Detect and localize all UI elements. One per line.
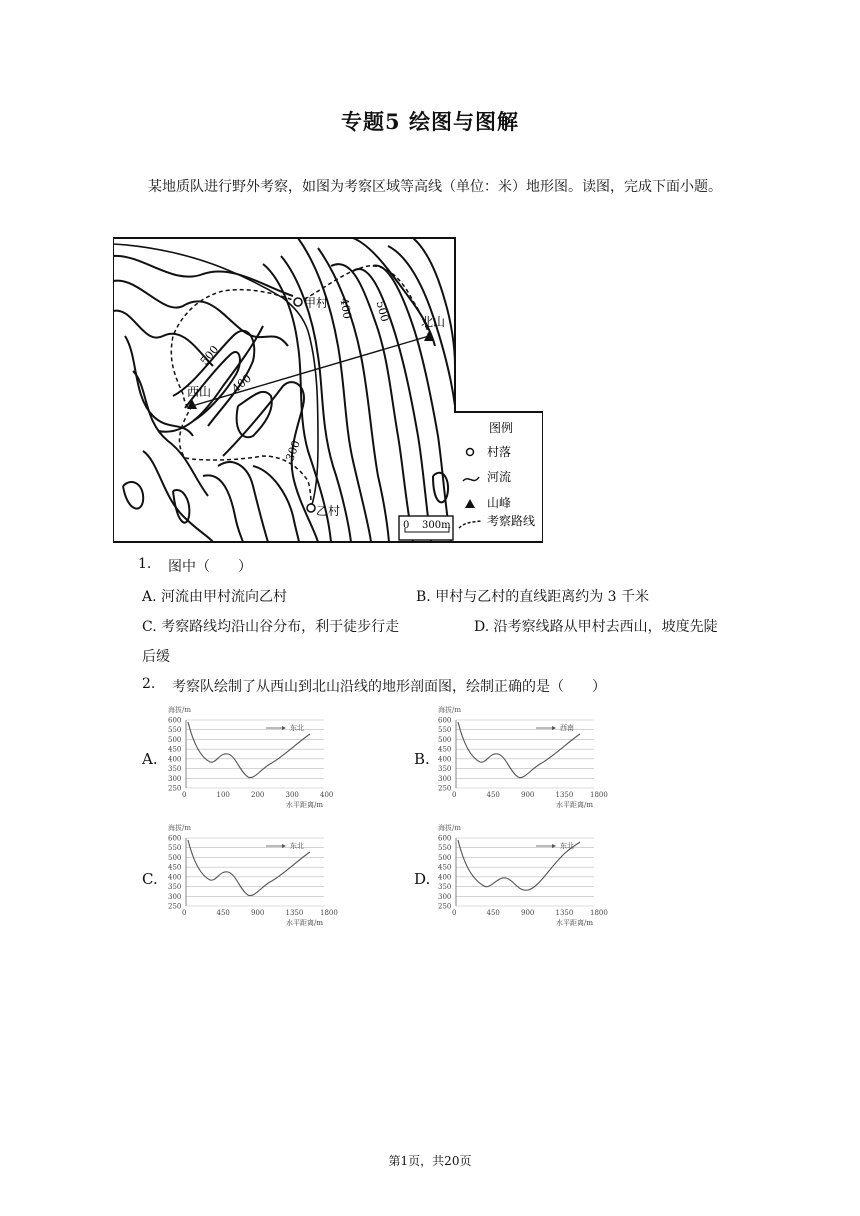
profile-ytick: 300: [438, 774, 452, 783]
profile-ytick: 350: [438, 883, 452, 892]
profile-ytick: 450: [168, 745, 182, 754]
profile-ytick: 250: [438, 784, 452, 793]
q2-option-a[interactable]: A.: [142, 750, 158, 768]
contour-label-400-north: 400: [337, 297, 354, 320]
q2-number: 2.: [142, 676, 156, 692]
profile-ytick: 400: [168, 873, 182, 882]
profile-ytick: 350: [168, 765, 182, 774]
profile-xtick: 1800: [590, 909, 608, 917]
profile-ytick: 450: [168, 863, 182, 872]
profile-ytick: 500: [168, 853, 182, 862]
profile-xtick: 200: [251, 791, 265, 799]
profile-chart-b[interactable]: [436, 704, 616, 812]
direction-arrowhead-icon: [552, 844, 556, 848]
label-xishan: 西山: [187, 385, 212, 399]
page-footer: 第1页，共20页: [388, 1154, 472, 1168]
profile-xlabel: 水平距离/m: [286, 801, 323, 809]
scale-bar: [399, 516, 453, 540]
profile-ytick: 550: [438, 726, 452, 735]
q1-option-d[interactable]: D. 沿考察线路从甲村去西山，坡度先陡: [474, 619, 718, 635]
profile-ytick: 300: [438, 892, 452, 901]
profile-direction: 东北: [560, 842, 574, 850]
legend-village-label: 村落: [487, 445, 512, 459]
legend-peak-label: 山峰: [487, 496, 512, 510]
profile-xtick: 0: [182, 909, 187, 917]
profile-ytick: 350: [438, 765, 452, 774]
profile-xtick: 0: [452, 791, 457, 799]
profile-direction: 东北: [290, 724, 304, 732]
label-beishan: 北山: [421, 315, 446, 329]
profile-ylabel: 海拔/m: [168, 824, 191, 832]
direction-arrowhead-icon: [552, 726, 556, 730]
profile-ytick: 600: [168, 834, 182, 843]
profile-xtick: 0: [182, 791, 187, 799]
q2-option-b[interactable]: B.: [414, 750, 430, 768]
profile-xtick: 1800: [590, 791, 608, 799]
profile-ytick: 550: [168, 726, 182, 735]
contour-label-500-west: 500: [197, 343, 222, 368]
q2-option-d[interactable]: D.: [414, 870, 431, 888]
profile-ylabel: 海拔/m: [438, 706, 461, 714]
profile-xlabel: 水平距离/m: [556, 919, 593, 927]
profile-ytick: 250: [168, 784, 182, 793]
contour-label-500-north: 500: [373, 299, 392, 324]
label-yicun: 乙村: [316, 504, 341, 518]
profile-ytick: 400: [168, 755, 182, 764]
direction-arrowhead-icon: [282, 844, 286, 848]
profile-ytick: 400: [438, 873, 452, 882]
profile-ytick: 500: [168, 735, 182, 744]
profile-ytick: 250: [168, 902, 182, 911]
q2-stem: 考察队绘制了从西山到北山沿线的地形剖面图，绘制正确的是（ ）: [172, 679, 606, 695]
profile-xtick: 1350: [285, 909, 304, 917]
profile-xtick: 1350: [555, 909, 574, 917]
profile-xtick: 300: [285, 791, 299, 799]
contour-label-400-west: 400: [229, 371, 254, 396]
q1-option-a[interactable]: A. 河流由甲村流向乙村: [142, 589, 288, 605]
profile-ylabel: 海拔/m: [168, 706, 191, 714]
profile-xtick: 0: [452, 909, 457, 917]
profile-ytick: 400: [438, 755, 452, 764]
profile-chart-d[interactable]: [436, 822, 616, 930]
profile-xtick: 900: [521, 791, 535, 799]
legend-title: 图例: [489, 421, 514, 435]
profile-ytick: 250: [438, 902, 452, 911]
legend-route-label: 考察路线: [487, 514, 536, 528]
profile-ytick: 600: [438, 716, 452, 725]
legend-peak-icon: [465, 499, 475, 508]
village-yicun-icon: [307, 504, 315, 512]
q1-stem: 图中（ ）: [168, 559, 252, 575]
legend-river-label: 河流: [487, 470, 512, 484]
profile-xlabel: 水平距离/m: [286, 919, 323, 927]
contour-label-300: 300: [283, 438, 303, 463]
profile-ytick: 500: [438, 853, 452, 862]
legend-river-icon: [463, 477, 479, 481]
label-jiacun: 甲村: [304, 296, 329, 310]
profile-ytick: 450: [438, 745, 452, 754]
q2-option-c[interactable]: C.: [142, 870, 158, 888]
profile-direction: 西南: [560, 724, 574, 732]
q1-number: 1.: [138, 556, 152, 572]
profile-xtick: 900: [521, 909, 535, 917]
intro-text: 某地质队进行野外考察，如图为考察区域等高线（单位：米）地形图。读图，完成下面小题。: [148, 179, 722, 195]
page-title: 专题5 绘图与图解: [341, 109, 519, 134]
legend-village-icon: [467, 449, 474, 456]
profile-xtick: 1800: [320, 909, 338, 917]
q1-option-d-cont: 后缓: [142, 649, 170, 665]
profile-direction: 东北: [290, 842, 304, 850]
profile-ytick: 550: [438, 844, 452, 853]
profile-ytick: 500: [438, 735, 452, 744]
direction-arrowhead-icon: [282, 726, 286, 730]
profile-ytick: 350: [168, 883, 182, 892]
profile-xlabel: 水平距离/m: [556, 801, 593, 809]
profile-xtick: 450: [486, 909, 500, 917]
scale-length: 300m: [422, 520, 451, 531]
legend-route-icon: [459, 521, 481, 528]
village-jiacun-icon: [294, 298, 302, 306]
profile-xtick: 1350: [555, 791, 574, 799]
profile-xtick: 900: [251, 909, 265, 917]
profile-chart-a[interactable]: [166, 704, 346, 812]
profile-ytick: 550: [168, 844, 182, 853]
profile-ytick: 300: [168, 892, 182, 901]
profile-ytick: 600: [438, 834, 452, 843]
scale-zero: 0: [403, 520, 410, 531]
q1-option-b[interactable]: B. 甲村与乙村的直线距离约为 3 千米: [416, 589, 649, 605]
profile-chart-c[interactable]: [166, 822, 346, 930]
profile-ytick: 600: [168, 716, 182, 725]
profile-xtick: 400: [320, 791, 334, 799]
profile-ytick: 450: [438, 863, 452, 872]
profile-xtick: 450: [486, 791, 500, 799]
profile-ylabel: 海拔/m: [438, 824, 461, 832]
legend: [459, 420, 535, 528]
profile-ytick: 300: [168, 774, 182, 783]
q1-option-c[interactable]: C. 考察路线均沿山谷分布，利于徒步行走: [142, 619, 400, 635]
profile-xtick: 100: [216, 791, 230, 799]
contour-map: [113, 236, 543, 544]
profile-xtick: 450: [216, 909, 230, 917]
